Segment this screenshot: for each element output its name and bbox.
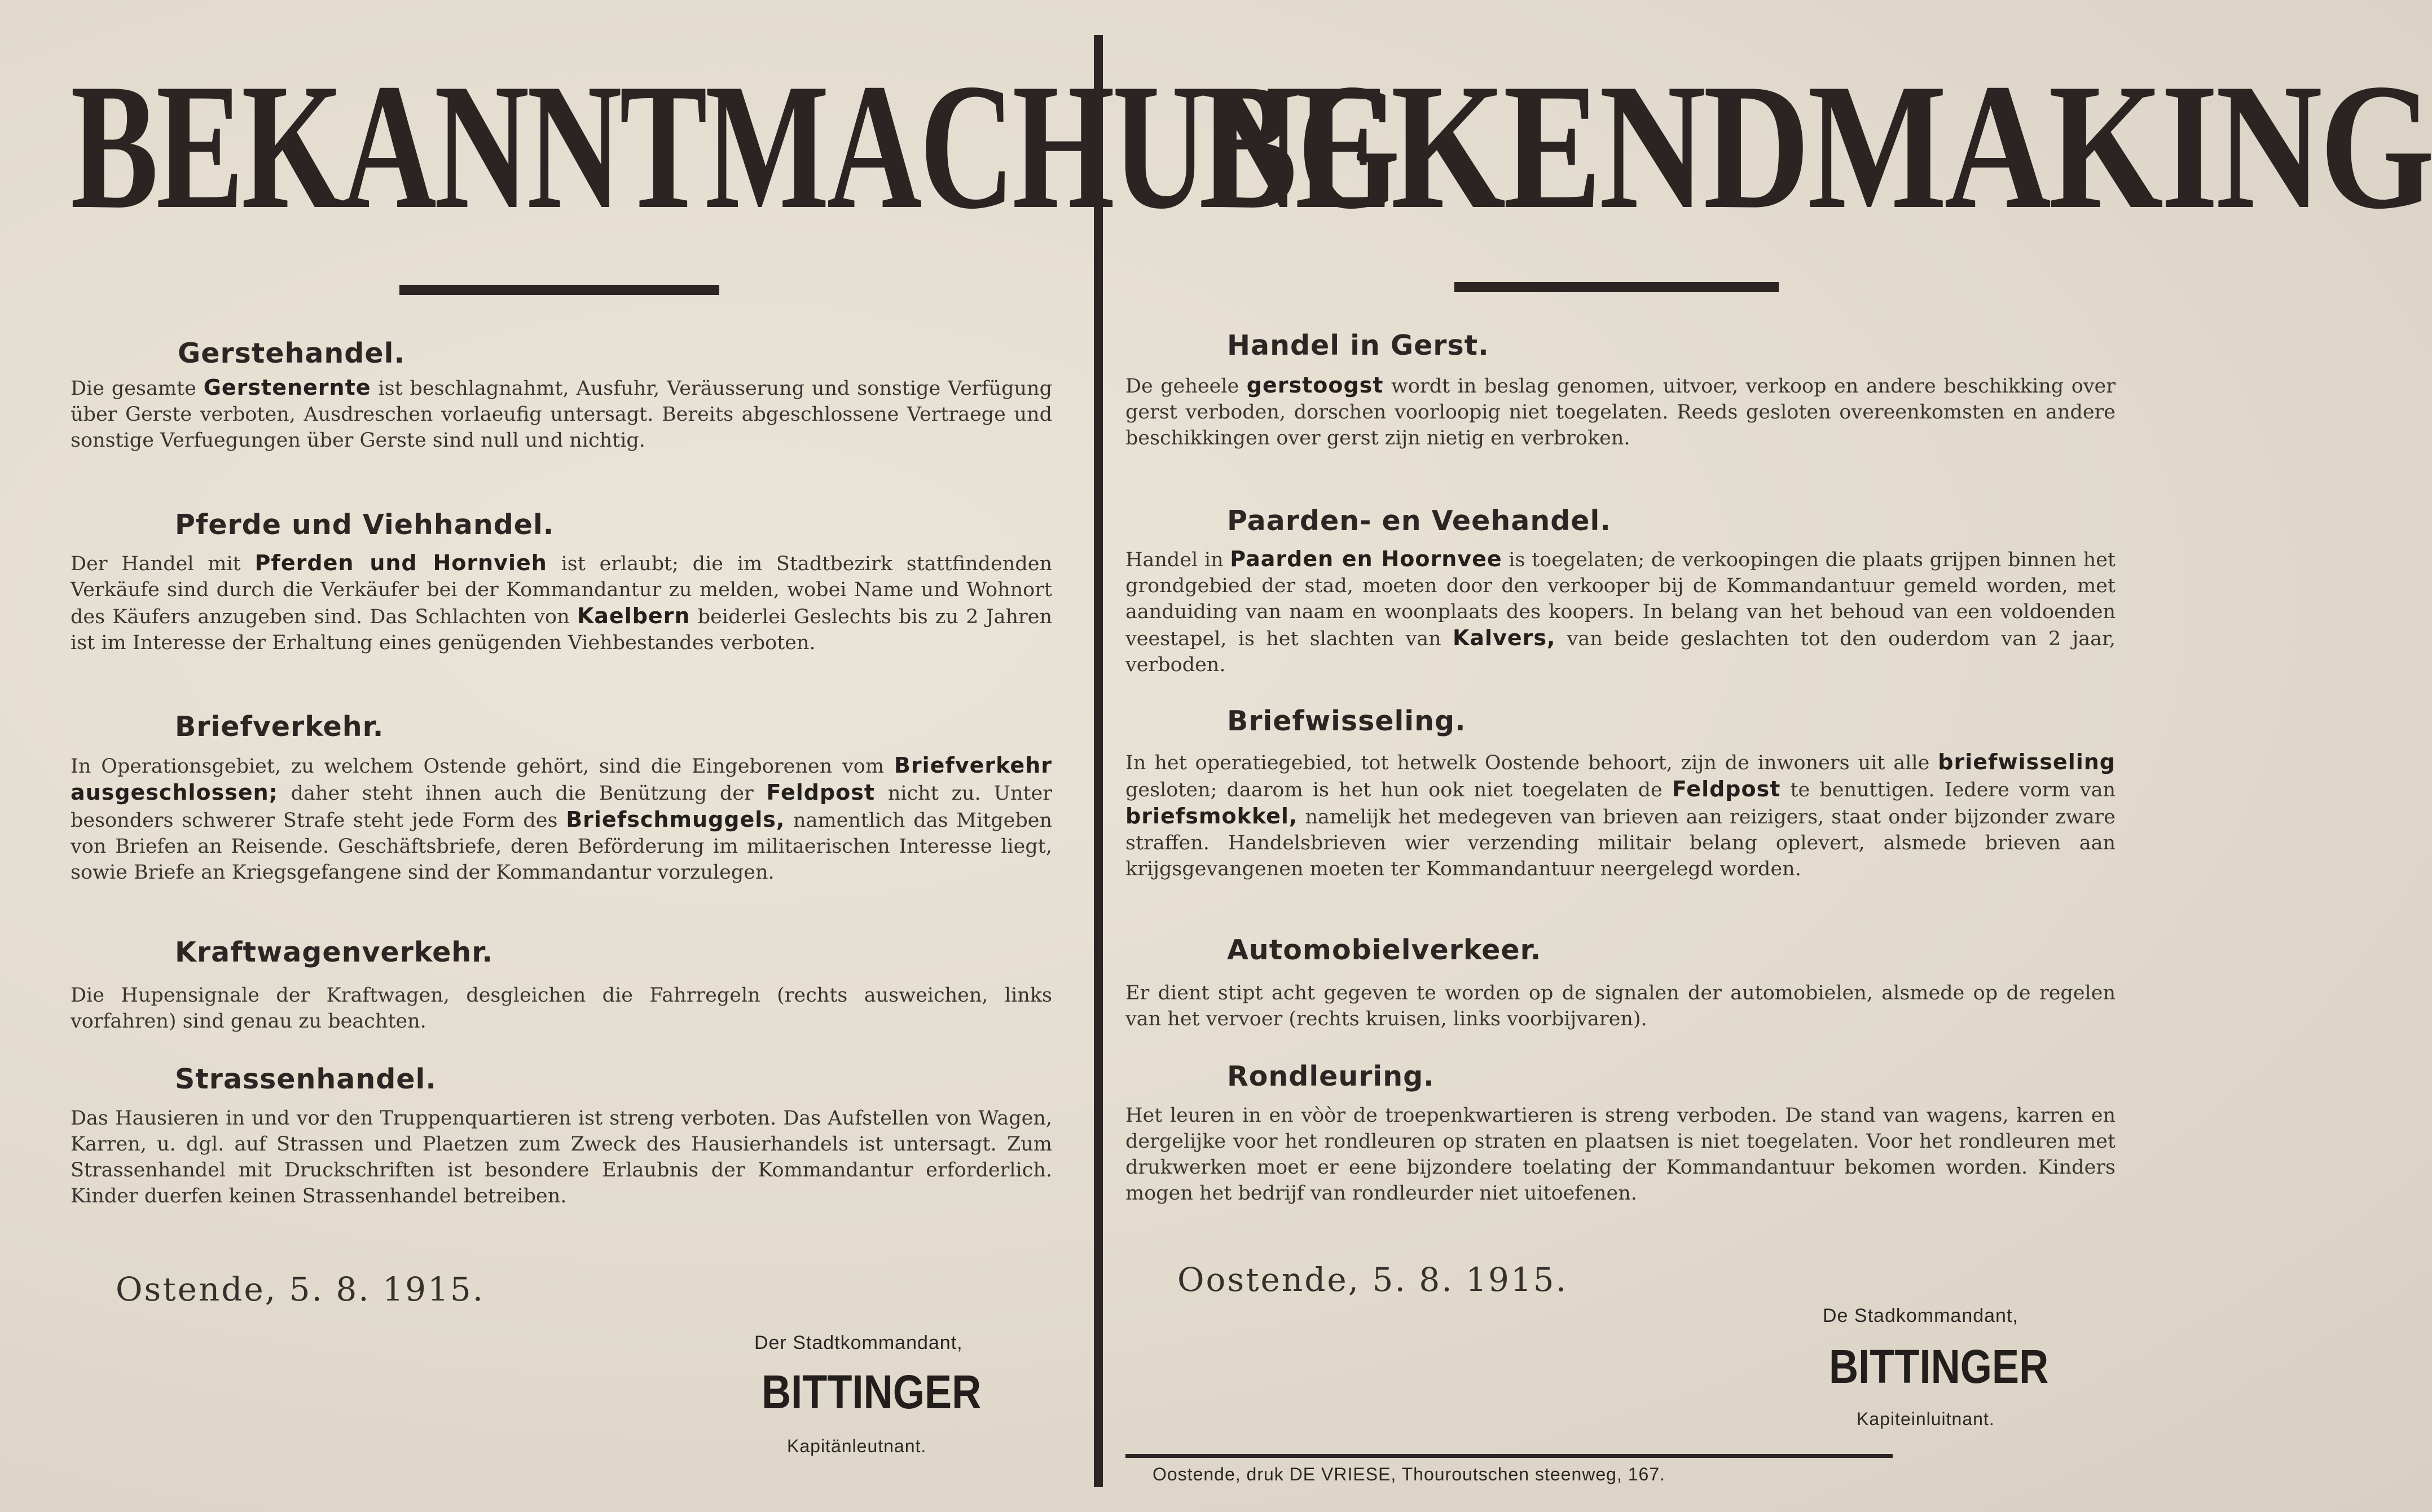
dutch-heading-automobiel: Automobielverkeer. (1227, 934, 1542, 966)
german-para-gerstehandel: Die gesamte Gerstenernte ist beschlagnahmt, Ausfuhr, Veräusserung und sonstige Verfügung über Gerste verboten, Ausdreschen vorlaeufig untersagt. Bereits abgeschlossene Vertraege und sonstige Verfuegungen über Gerste sind null und nichtig. (71, 375, 1052, 452)
german-heading-pferde: Pferde und Viehhandel. (175, 509, 555, 541)
dutch-date: Oostende, 5. 8. 1915. (1177, 1260, 1568, 1299)
dutch-title: BEKENDMAKING (1199, 47, 2432, 246)
dutch-signature-rank: Kapiteinluitnant. (1857, 1409, 1995, 1429)
printer-line: Oostende, druk DE VRIESE, Thouroutschen steenweg, 167. (1153, 1464, 1666, 1484)
german-heading-briefverkehr: Briefverkehr. (175, 711, 384, 743)
german-heading-kraftwagen: Kraftwagenverkehr. (175, 936, 493, 968)
german-title-rule (399, 285, 719, 295)
dutch-para-rondleuring: Het leuren in en vòòr de troepenkwartieren is streng verboden. De stand van wagens, karren en dergelijke voor het rondleuren op straten en plaatsen is niet toegelaten. Voor het rondleuren met drukwerken moet er eene bijzondere toelating der Kommandantuur bekomen worden. Kinders mogen het bedrijf van rondleurder niet uitoefenen. (1125, 1104, 2116, 1205)
dutch-para-briefwisseling: In het operatiegebied, tot hetwelk Oostende behoort, zijn de inwoners uit alle briefwisseling gesloten; daarom is het hun ook niet toegelaten de Feldpost te benuttigen. Iedere vorm van briefsmokkel, namelijk het medegeven van brieven aan reizigers, staat onder bijzonder zware straffen. Handelsbrieven wier verzending militair belang oplevert, alsmede brieven aan krijgsgevangenen moeten ter Kommandantuur neergelegd worden. (1125, 750, 2116, 880)
dutch-heading-briefwisseling: Briefwisseling. (1227, 705, 1466, 737)
german-heading-strassenhandel: Strassenhandel. (175, 1063, 437, 1095)
dutch-para-automobiel: Er dient stipt acht gegeven te worden op de signalen der automobielen, alsmede op de regelen van het vervoer (rechts kruisen, links voorbijvaren). (1125, 982, 2116, 1030)
dutch-para-gerst: De geheele gerstoogst wordt in beslag genomen, uitvoer, verkoop en andere beschikking over gerst verboden, dorschen voorloopig niet toegelaten. Reeds gesloten overeenkomsten en andere beschikkingen over gerst zijn nietig en verbroken. (1125, 373, 2116, 449)
dutch-title-rule (1454, 282, 1779, 292)
german-para-pferde: Der Handel mit Pferden und Hornvieh ist erlaubt; die im Stadtbezirk stattfindenden Verkäufe sind durch die Verkäufer bei der Kommandantur zu melden, wobei Name und Wohnort des Käufers anzugeben sind. Das Schlachten von Kaelbern beiderlei Geslechts bis zu 2 Jahren ist im Interesse der Erhaltung eines genügenden Viehbestandes verboten. (71, 550, 1052, 654)
german-signature-name: BITTINGER (762, 1365, 982, 1418)
dutch-para-paarden: Handel in Paarden en Hoornvee is toegelaten; de verkoopingen die plaats grijpen binnen het grondgebied der stad, moeten door den verkooper bij de Kommandantuur gemeld worden, met aanduiding van naam en woonplaats des koopers. In belang van het behoud van een voldoenden veestapel, is het slachten van Kalvers, van beide geslachten tot den ouderdom van 2 jaar, verboden. (1125, 546, 2116, 676)
dutch-heading-paarden: Paarden- en Veehandel. (1227, 505, 1611, 537)
dutch-heading-gerst: Handel in Gerst. (1227, 329, 1489, 362)
dutch-signature-name: BITTINGER (1829, 1340, 2049, 1393)
german-para-strassenhandel: Das Hausieren in und vor den Truppenquartieren ist streng verboten. Das Aufstellen von Wagen, Karren, u. dgl. auf Strassen und Plaetzen zum Zweck des Hausierhandels ist untersagt. Zum Strassenhandel mit Druckschriften ist besondere Erlaubnis der Kommandantur erforderlich. Kinder duerfen keinen Strassenhandel betreiben. (71, 1107, 1052, 1207)
dutch-heading-rondleuring: Rondleuring. (1227, 1060, 1435, 1092)
german-para-kraftwagen: Die Hupensignale der Kraftwagen, desgleichen die Fahrregeln (rechts ausweichen, links vorfahren) sind genau zu beachten. (71, 984, 1052, 1033)
german-signature-rank: Kapitänleutnant. (787, 1436, 927, 1456)
german-signature-role: Der Stadtkommandant, (754, 1332, 963, 1354)
dutch-signature-role: De Stadkommandant, (1823, 1305, 2018, 1326)
german-heading-gerstehandel: Gerstehandel. (178, 337, 405, 369)
german-date: Ostende, 5. 8. 1915. (116, 1270, 485, 1308)
printer-rule (1125, 1454, 1893, 1458)
dutch-column (1125, 0, 2432, 1512)
german-para-briefverkehr: In Operationsgebiet, zu welchem Ostende gehört, sind die Eingeborenen vom Briefverkehr ausgeschlossen; daher steht ihnen auch die Benützung der Feldpost nicht zu. Unter besonders schwerer Strafe steht jede Form des Briefschmuggels, namentlich das Mitgeben von Briefen an Reisende. Geschäftsbriefe, deren Beförderung im militaerischen Interesse liegt, sowie Briefe an Kriegsgefangene sind der Kommandantur vorzulegen. (71, 753, 1053, 884)
german-title: BEKANNTMACHUNG (71, 47, 1398, 246)
